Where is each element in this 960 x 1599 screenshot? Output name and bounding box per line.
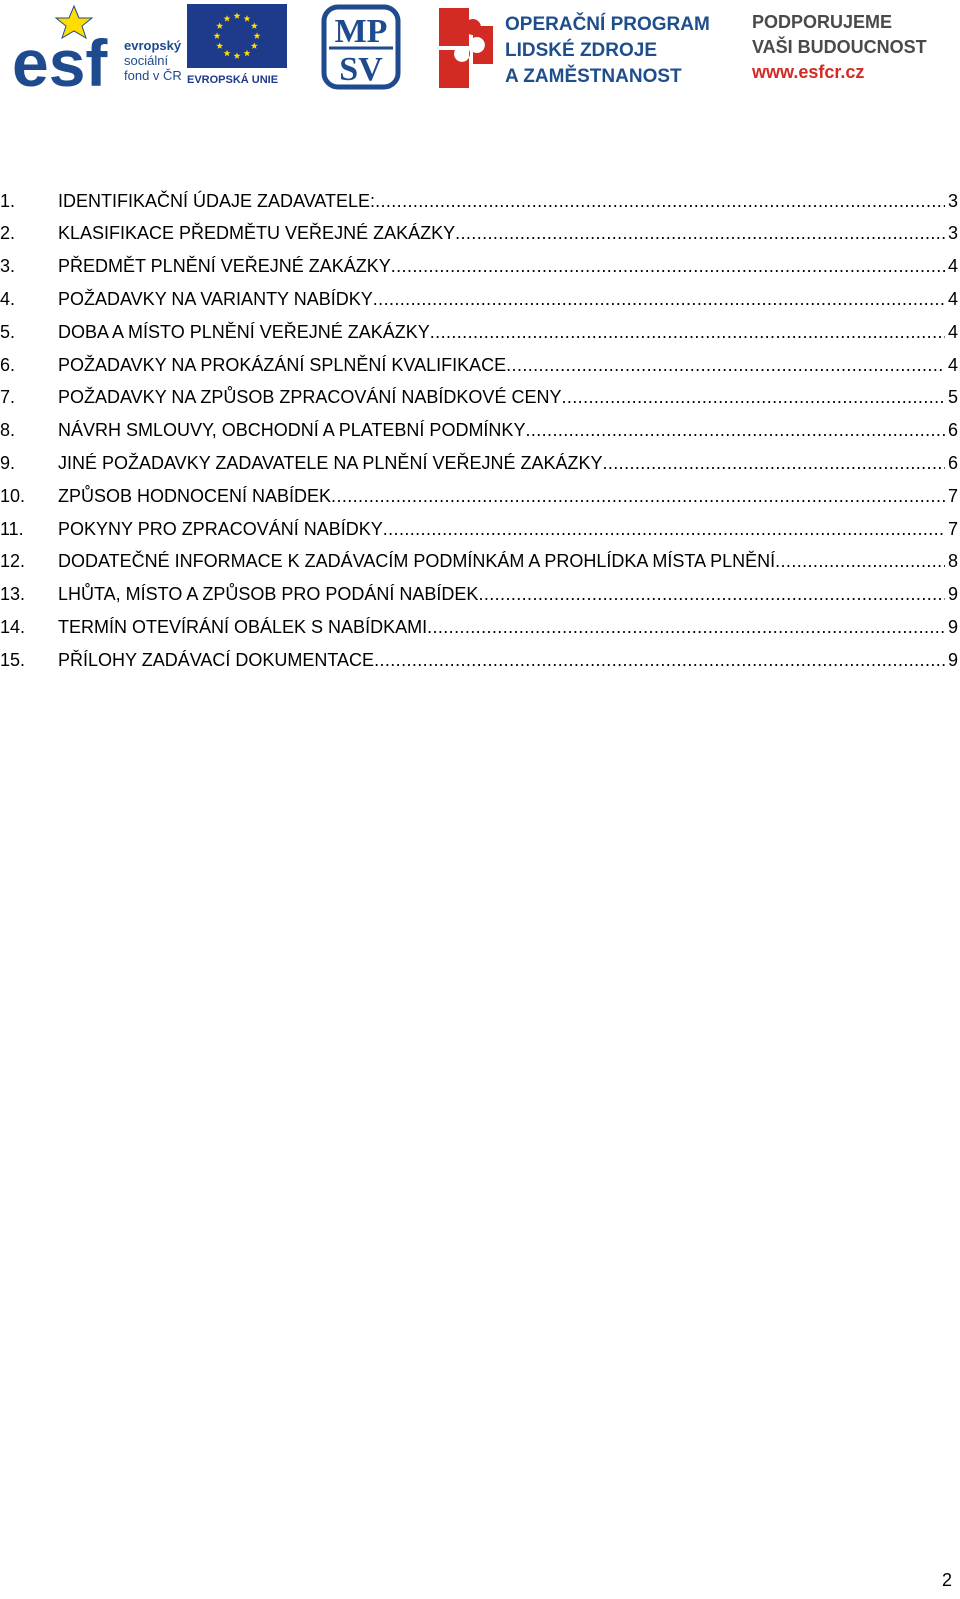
toc-leader-dots: [561, 387, 945, 408]
toc-leader-dots: [525, 420, 945, 441]
esf-logo: [12, 4, 182, 90]
toc-entry[interactable]: [0, 351, 958, 379]
op-text: [505, 12, 710, 90]
op-line-2: LIDSKÉ ZDROJE: [505, 40, 658, 61]
toc-entry[interactable]: [0, 646, 958, 674]
toc-entry[interactable]: [0, 581, 958, 609]
toc-entry[interactable]: [0, 318, 958, 346]
esf-line-1: evropský: [124, 38, 182, 53]
toc-entry-page: 4: [947, 354, 958, 375]
toc-entry-number: 6.: [0, 354, 16, 375]
toc-entry-page: 4: [947, 256, 958, 277]
toc-entry-number: 14.: [0, 616, 26, 637]
page-number: 2: [941, 1570, 952, 1590]
eu-logo: [187, 4, 287, 90]
puzzle-icon: [435, 4, 497, 90]
toc-entry-number: 4.: [0, 288, 16, 309]
toc-entry-page: 3: [947, 190, 958, 211]
esf-line-2: sociální: [124, 53, 169, 68]
toc-entry-number: 3.: [0, 256, 16, 277]
toc-entry-number: 9.: [0, 452, 16, 473]
esf-line-3: fond v ČR: [124, 68, 182, 83]
toc-entry-page: 7: [947, 485, 958, 506]
toc-leader-dots: [383, 519, 945, 540]
toc-entry[interactable]: [0, 417, 958, 445]
op-lzz-logo: [435, 4, 725, 90]
toc-entry-title: PŘEDMĚT PLNĚNÍ VEŘEJNÉ ZAKÁZKY: [58, 256, 391, 277]
toc-entry[interactable]: [0, 449, 958, 477]
op-line-3: A ZAMĚSTNANOST: [505, 66, 682, 87]
toc-entry-page: 3: [947, 223, 958, 244]
toc-leader-dots: [374, 650, 945, 671]
mpsv-line-1: MP: [334, 13, 388, 50]
toc-entry-page: 6: [947, 452, 958, 473]
toc-entry-number: 8.: [0, 420, 16, 441]
mpsv-line-2: SV: [339, 51, 383, 88]
toc-entry[interactable]: [0, 515, 958, 543]
slogan-text: [752, 10, 952, 85]
toc-entry-title: JINÉ POŽADAVKY ZADAVATELE NA PLNĚNÍ VEŘEJNÉ ZAKÁZKY: [58, 452, 603, 473]
toc-entry-page: 6: [947, 420, 958, 441]
slogan-line-2: VAŠI BUDOUCNOST: [752, 37, 927, 57]
toc-entry-page: 8: [947, 551, 958, 572]
toc-entry-number: 10.: [0, 485, 26, 506]
toc-entry-title: TERMÍN OTEVÍRÁNÍ OBÁLEK S NABÍDKAMI: [58, 616, 428, 637]
toc-entry-page: 4: [947, 321, 958, 342]
toc-leader-dots: [478, 584, 945, 605]
toc-entry-title: LHŮTA, MÍSTO A ZPŮSOB PRO PODÁNÍ NABÍDEK: [58, 584, 479, 605]
toc-leader-dots: [375, 191, 945, 212]
toc-entry-number: 7.: [0, 387, 16, 408]
eu-flag-icon: [187, 4, 287, 68]
toc-entry-title: DODATEČNÉ INFORMACE K ZADÁVACÍM PODMÍNKÁM A PROHLÍDKA MÍSTA PLNĚNÍ: [58, 551, 776, 572]
toc-entry-number: 1.: [0, 190, 16, 211]
svg-text:esf: esf: [12, 26, 108, 90]
toc-entry-page: 9: [947, 649, 958, 670]
eu-label: EVROPSKÁ UNIE: [187, 74, 279, 86]
toc-entry-number: 11.: [0, 518, 24, 539]
toc-entry-number: 2.: [0, 223, 16, 244]
toc-entry-page: 9: [947, 616, 958, 637]
toc-leader-dots: [602, 453, 945, 474]
toc-leader-dots: [373, 289, 945, 310]
toc-leader-dots: [391, 256, 945, 277]
toc-entry-number: 5.: [0, 321, 16, 342]
toc-entry-title: IDENTIFIKAČNÍ ÚDAJE ZADAVATELE:: [58, 190, 376, 211]
op-line-1: OPERAČNÍ PROGRAM: [505, 14, 710, 35]
toc-leader-dots: [455, 223, 945, 244]
toc-entry[interactable]: [0, 384, 958, 412]
toc-entry-title: PŘÍLOHY ZADÁVACÍ DOKUMENTACE: [58, 649, 375, 670]
slogan-line-1: PODPORUJEME: [752, 12, 893, 32]
toc-entry[interactable]: [0, 548, 958, 576]
toc-leader-dots: [427, 617, 945, 638]
toc-entry-number: 15.: [0, 649, 26, 670]
toc-entry[interactable]: [0, 482, 958, 510]
toc-entry-title: DOBA A MÍSTO PLNĚNÍ VEŘEJNÉ ZAKÁZKY: [58, 321, 430, 342]
toc-entry-title: POKYNY PRO ZPRACOVÁNÍ NABÍDKY: [58, 518, 383, 539]
toc-leader-dots: [775, 551, 945, 572]
toc-leader-dots: [506, 355, 945, 376]
esf-text: [124, 38, 182, 83]
toc-entry-title: POŽADAVKY NA VARIANTY NABÍDKY: [58, 288, 373, 309]
toc-entry[interactable]: [0, 187, 958, 215]
toc-entry-page: 9: [947, 584, 958, 605]
header-logos: [0, 0, 960, 95]
toc-entry-title: KLASIFIKACE PŘEDMĚTU VEŘEJNÉ ZAKÁZKY: [58, 223, 456, 244]
toc-leader-dots: [430, 322, 945, 343]
toc-entry-page: 5: [947, 387, 958, 408]
toc-entry-title: POŽADAVKY NA ZPŮSOB ZPRACOVÁNÍ NABÍDKOVÉ CENY: [58, 387, 562, 408]
toc-entry-number: 13.: [0, 584, 26, 605]
slogan-url: www.esfcr.cz: [752, 62, 865, 82]
toc-leader-dots: [331, 486, 945, 507]
mpsv-emblem-icon: [321, 4, 401, 90]
toc-entry-number: 12.: [0, 551, 26, 572]
toc-entry-title: POŽADAVKY NA PROKÁZÁNÍ SPLNĚNÍ KVALIFIKACE: [58, 354, 507, 375]
toc-entry[interactable]: [0, 285, 958, 313]
toc-entry-title: NÁVRH SMLOUVY, OBCHODNÍ A PLATEBNÍ PODMÍNKY: [58, 420, 526, 441]
toc-entry[interactable]: [0, 253, 958, 281]
toc-entry[interactable]: [0, 613, 958, 641]
slogan-logo: [752, 10, 952, 90]
toc-entry-title: ZPŮSOB HODNOCENÍ NABÍDEK: [58, 485, 332, 506]
mpsv-logo: [321, 4, 401, 90]
toc-entry-page: 4: [947, 288, 958, 309]
toc-entry-page: 7: [947, 518, 958, 539]
toc-entry[interactable]: [0, 220, 958, 248]
esf-mark-icon: [12, 4, 122, 90]
